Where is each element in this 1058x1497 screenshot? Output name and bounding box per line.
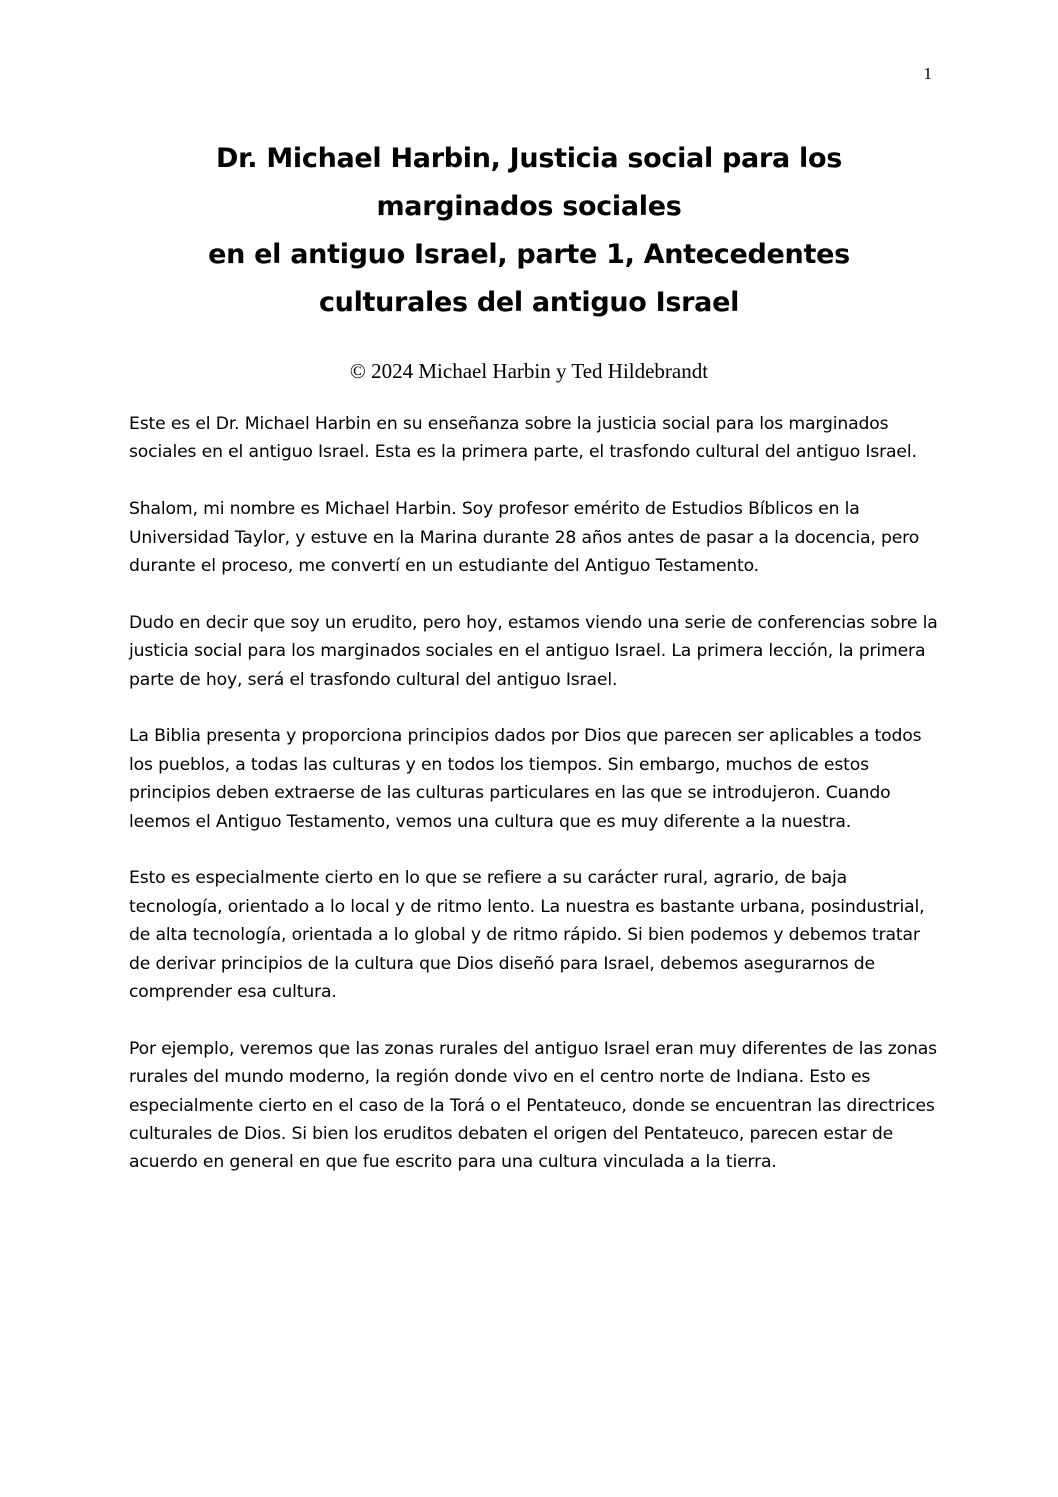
page-number: 1 bbox=[923, 64, 932, 83]
paragraph: La Biblia presenta y proporciona principios dados por Dios que parecen ser aplicables a todos los pueblos, a todas las culturas y en todos los tiempos. Sin embargo, muchos de estos principios deben extraerse de las culturas particulares en las que se introdujeron. Cuando leemos el Antiguo Testamento, vemos una cultura que es muy diferente a la nuestra. bbox=[129, 726, 922, 832]
title-line: en el antiguo Israel, parte 1, Antecedentes bbox=[208, 239, 850, 270]
paragraph: Este es el Dr. Michael Harbin en su enseñanza sobre la justicia social para los marginados sociales en el antiguo Israel. Esta es la primera parte, el trasfondo cultural del antiguo Israel. bbox=[129, 414, 917, 463]
paragraph: Por ejemplo, veremos que las zonas rurales del antiguo Israel eran muy diferentes de las zonas rurales del mundo moderno, la región donde vivo en el centro norte de Indiana. Esto es especialmente cierto en el caso de la Torá o el Pentateuco, donde se encuentran las directrices culturales de Dios. Si bien los eruditos debaten el origen del Pentateuco, parecen estar de acuerdo en general en que fue escrito para una cultura vinculada a la tierra. bbox=[129, 1038, 937, 1173]
paragraph: Dudo en decir que soy un erudito, pero hoy, estamos viendo una serie de conferencias sobre la justicia social para los marginados sociales en el antiguo Israel. La primera lección, la primera parte de hoy, será el trasfondo cultural del antiguo Israel. bbox=[129, 612, 938, 690]
title-line: Dr. Michael Harbin, Justicia social para los bbox=[216, 143, 842, 174]
paragraph: Esto es especialmente cierto en lo que se refiere a su carácter rural, agrario, de baja tecnología, orientado a lo local y de ritmo lento. La nuestra es bastante urbana, posindustrial, de alta tecnología, orientada a lo global y de ritmo rápido. Si bien podemos y debemos tratar de derivar principios de la cultura que Dios diseñó para Israel, debemos asegurarnos de comprender esa cultura. bbox=[129, 868, 925, 1003]
paragraph: Shalom, mi nombre es Michael Harbin. Soy profesor emérito de Estudios Bíblicos en la Universidad Taylor, y estuve en la Marina durante 28 años antes de pasar a la docencia, pero durante el proceso, me convertí en un estudiante del Antiguo Testamento. bbox=[129, 499, 920, 577]
title-line: marginados sociales bbox=[376, 191, 682, 222]
copyright-notice: © 2024 Michael Harbin y Ted Hildebrandt bbox=[349, 359, 709, 383]
document-body bbox=[129, 410, 939, 1205]
title-line: culturales del antiguo Israel bbox=[318, 287, 740, 318]
document-title bbox=[150, 135, 908, 327]
